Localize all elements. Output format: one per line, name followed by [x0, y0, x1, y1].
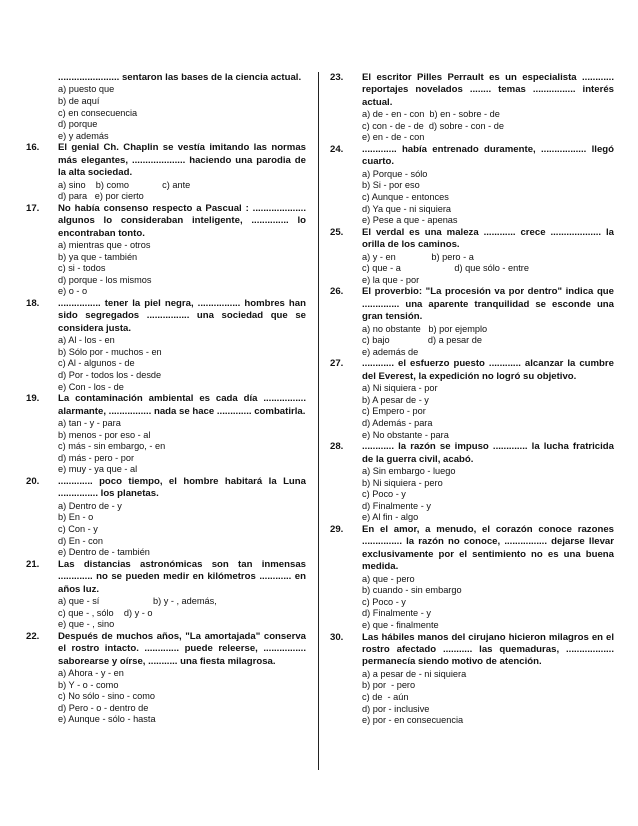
answer-option: a) Al - los - en [58, 335, 115, 346]
question-number: 17. [26, 202, 40, 214]
answer-option: a) puesto que [58, 84, 115, 95]
question-item [330, 358, 614, 441]
question-item [26, 203, 306, 298]
answer-option: d) porque [58, 119, 98, 130]
answer-option: a) de - en - con b) en - sobre - de [362, 109, 500, 120]
answer-option: a) tan - y - para [58, 417, 121, 428]
answer-option: d) Finalmente - y [362, 608, 431, 619]
question-stem: Las hábiles manos del cirujano hicieron milagros en el rostro afectado ........... las quemaduras, .................. permanecía siendo motivo de atención. [362, 631, 614, 668]
answer-option: c) Al - algunos - de [58, 358, 135, 369]
answer-option: c) bajo d) a pesar de [362, 335, 483, 346]
answer-option: c) más - sin embargo, - en [58, 441, 166, 452]
answer-option: a) Porque - sólo [362, 168, 428, 179]
answer-option: e) por - en consecuencia [362, 715, 464, 726]
answer-option: d) Finalmente - y [362, 500, 431, 511]
answer-option: d) Pero - o - dentro de [58, 702, 149, 713]
answer-option: a) Dentro de - y [58, 500, 122, 511]
answer-option: c) si - todos [58, 263, 106, 274]
question-stem: No había consenso respecto a Pascual : .................... algunos lo consideraban inteligente, .............. lo encontraban tonto. [58, 202, 306, 239]
answer-option: b) Ni siquiera - pero [362, 477, 443, 488]
question-number: 20. [26, 475, 40, 487]
answer-option: d) En - con [58, 535, 103, 546]
answer-option: d) por - inclusive [362, 703, 430, 714]
answer-option: d) para e) por cierto [58, 191, 144, 202]
question-item [330, 72, 614, 144]
question-number: 22. [26, 630, 40, 642]
answer-option: c) que - a d) que sólo - entre [362, 263, 529, 274]
answer-option: c) que - , sólo d) y - o [58, 607, 153, 618]
question-stem: ....................... sentaron las bases de la ciencia actual. [58, 72, 302, 83]
answer-option: e) y además [58, 130, 109, 141]
answer-option: a) Ahora - y - en [58, 667, 124, 678]
question-stem: ............ la razón se impuso ............. la lucha fratricida de la guerra civil, acabó. [362, 441, 614, 465]
answer-option: d) Por - todos los - desde [58, 369, 162, 380]
answer-option: e) además de [362, 346, 419, 357]
answer-option: d) Ya que - ni siquiera [362, 203, 452, 214]
question-stem: ............ el esfuerzo puesto ............ alcanzar la cumbre del Everest, la expedición no logró su objetivo. [362, 358, 614, 382]
answer-option: c) con - de - de d) sobre - con - de [362, 120, 504, 131]
answer-option: a) a pesar de - ni siquiera [362, 668, 467, 679]
answer-option: a) sino b) como c) ante [58, 179, 191, 190]
question-number: 30. [330, 631, 344, 643]
question-stem: En el amor, a menudo, el corazón conoce razones ............... la razón no conoce, ................ dejarse llevar exclusivamente por el sentimiento no es una buena medida. [362, 523, 614, 573]
question-number: 28. [330, 441, 344, 453]
answer-option: a) Ni siquiera - por [362, 383, 438, 394]
answer-option: c) Con - y [58, 523, 98, 534]
question-stem: ............. poco tiempo, el hombre habitará la Luna ............... los planetas. [58, 475, 306, 500]
answer-option: b) menos - por eso - al [58, 429, 151, 440]
question-item [330, 524, 614, 632]
answer-option: b) A pesar de - y [362, 394, 429, 405]
question-stem: Las distancias astronómicas son tan inmensas ............. no se pueden medir en kilómetros ............ en años luz. [58, 558, 306, 595]
answer-option: b) En - o [58, 512, 94, 523]
question-stem: La contaminación ambiental es cada día ................ alarmante, ................ nada se hace ............. combatirla. [58, 393, 306, 417]
answer-option: e) o - o [58, 286, 88, 297]
answer-option: e) Pese a que - apenas [362, 215, 458, 226]
answer-option: b) Si - por eso [362, 180, 420, 191]
question-number: 18. [26, 297, 40, 309]
answer-option: a) que - sí b) y - , además, [58, 595, 217, 606]
answer-option: e) en - de - con [362, 132, 425, 143]
question-number: 16. [26, 142, 40, 154]
question-item [26, 631, 306, 726]
answer-option: b) Sólo por - muchos - en [58, 346, 162, 357]
answer-option: c) No sólo - sino - como [58, 691, 156, 702]
answer-option: e) que - finalmente [362, 619, 439, 630]
answer-option: c) en consecuencia [58, 107, 138, 118]
question-item [330, 441, 614, 524]
answer-option: b) de aquí [58, 96, 100, 106]
question-item [330, 632, 614, 727]
question-item [26, 142, 306, 202]
answer-option: c) de - aún [362, 691, 409, 702]
answer-option: e) Al fin - algo [362, 512, 419, 523]
answer-option: b) Y - o - como [58, 679, 119, 690]
answer-option: c) Poco - y [362, 596, 406, 607]
answer-option: c) Poco - y [362, 489, 406, 500]
question-stem: Después de muchos años, "La amortajada" conserva el rostro intacto. ............. puede releerse, ................ saborearse y oírse, ........... una fiesta milagrosa. [58, 630, 306, 667]
answer-option: a) y - en b) pero - a [362, 251, 474, 262]
answer-option: a) Sin embargo - luego [362, 465, 456, 476]
answer-option: b) cuando - sin embargo [362, 585, 462, 596]
question-stem: El proverbio: "La procesión va por dentro" indica que .............. una aparente tranquilidad se esconde una gran tensión. [362, 286, 614, 323]
right-column [330, 72, 614, 727]
answer-option: e) Con - los - de [58, 381, 124, 392]
question-item [330, 286, 614, 358]
answer-option: e) Aunque - sólo - hasta [58, 714, 156, 725]
answer-option: e) muy - ya que - al [58, 464, 138, 475]
answer-option: c) Empero - por [362, 406, 426, 417]
question-stem: El genial Ch. Chaplin se vestía imitando las normas más elegantes, .................... haciendo una parodia de la alta sociedad. [58, 142, 306, 179]
answer-option: e) que - , sino [58, 619, 115, 630]
question-item [330, 144, 614, 227]
question-number: 23. [330, 72, 344, 83]
answer-option: d) porque - los mismos [58, 274, 152, 285]
question-number: 19. [26, 393, 40, 405]
answer-option: d) más - pero - por [58, 452, 135, 463]
question-number: 21. [26, 558, 40, 570]
question-stem: El escritor Pilles Perrault es un especialista ............ reportajes novelados ........ temas ................ interés actual. [362, 72, 614, 108]
question-number: 24. [330, 144, 344, 155]
answer-option: b) por - pero [362, 680, 416, 691]
question-item [330, 227, 614, 287]
question-item [26, 72, 306, 142]
column-divider [318, 72, 319, 770]
question-stem: ............. había entrenado duramente, ................. llegó cuarto. [362, 144, 614, 168]
answer-option: e) No obstante - para [362, 429, 449, 440]
question-number: 27. [330, 358, 344, 370]
left-column [26, 72, 306, 726]
answer-option: e) Dentro de - también [58, 547, 150, 558]
answer-option: d) Además - para [362, 417, 433, 428]
question-item [26, 298, 306, 393]
answer-option: a) que - pero [362, 573, 415, 584]
answer-option: e) la que - por [362, 274, 420, 285]
question-stem: El verdal es una maleza ............ crece ................... la orilla de los caminos. [362, 226, 614, 251]
answer-option: a) mientras que - otros [58, 240, 151, 250]
question-item [26, 559, 306, 631]
answer-option: a) no obstante b) por ejemplo [362, 323, 488, 334]
question-stem: ................ tener la piel negra, ................ hombres han sido segregados ................ una sociedad que se considera justa. [58, 297, 306, 334]
answer-option: c) Aunque - entonces [362, 192, 449, 202]
answer-option: b) ya que - también [58, 251, 138, 262]
question-item [26, 393, 306, 476]
question-number: 29. [330, 523, 344, 535]
question-item [26, 476, 306, 559]
question-number: 25. [330, 226, 344, 238]
question-number: 26. [330, 286, 344, 298]
